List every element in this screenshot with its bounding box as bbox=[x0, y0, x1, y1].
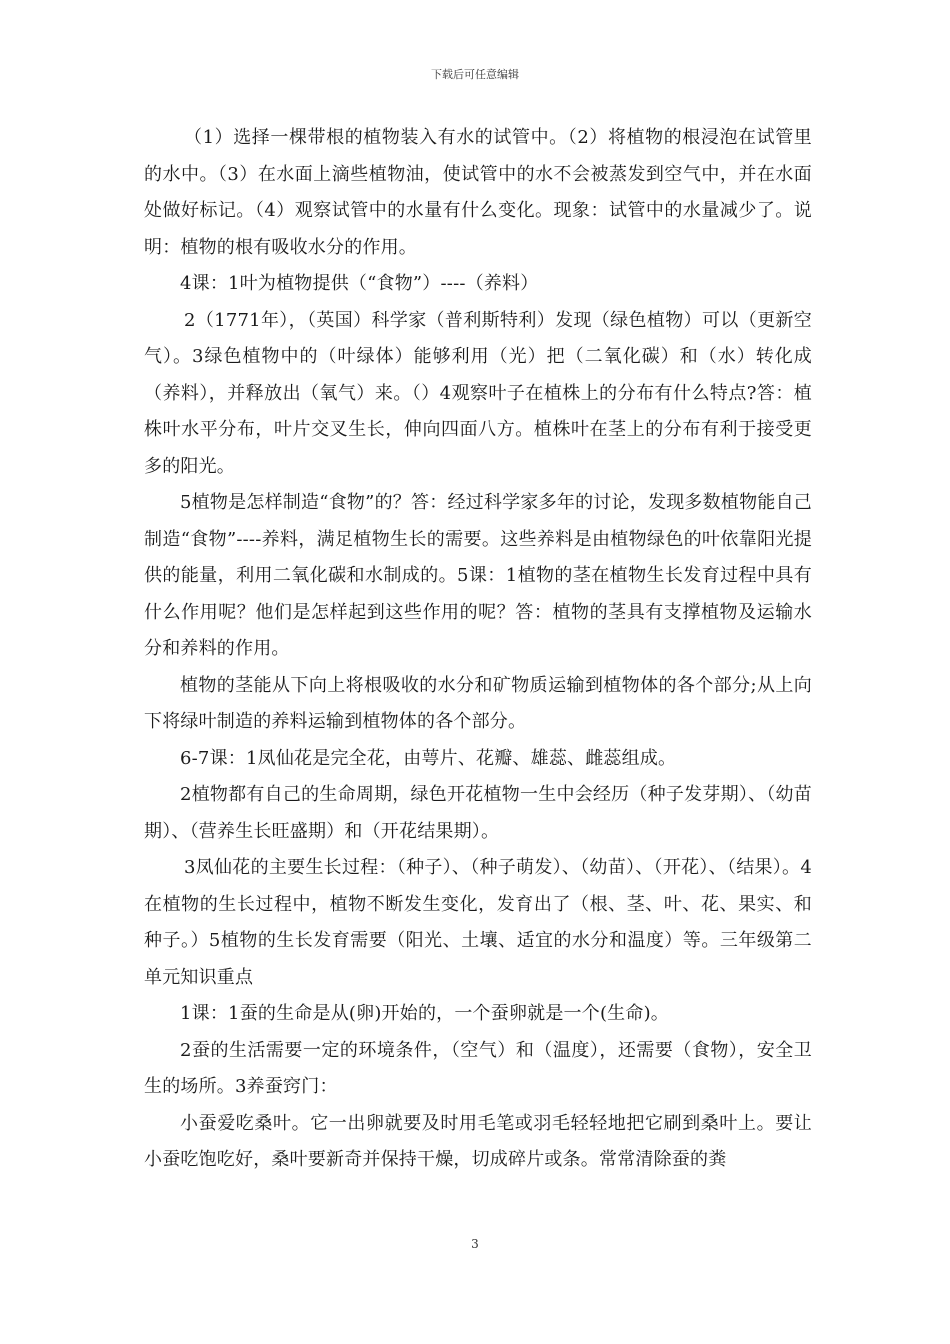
page-header: 下载后可任意编辑 bbox=[431, 68, 519, 81]
paragraph-stem-transport: 植物的茎能从下向上将根吸收的水分和矿物质运输到植物体的各个部分;从上向下将绿叶制造的养料运输到植物体的各个部分。 bbox=[144, 674, 812, 732]
paragraph-experiment: （1）选择一棵带根的植物装入有水的试管中。（2）将植物的根浸泡在试管里的水中。（3）在水面上滴些植物油，使试管中的水不会被蒸发到空气中，并在水面处做好标记。（4）观察试管中的水量有什么变化。现象：试管中的水量减少了。说明：植物的根有吸收水分的作用。 bbox=[144, 127, 812, 258]
paragraph-lesson-4-details: 2（1771年），（英国）科学家（普利斯特利）发现（绿色植物）可以（更新空气）。3绿色植物中的（叶绿体）能够利用（光）把（二氧化碳）和（水）转化成（养料），并释放出（氧气）来。（）4观察叶子在植株上的分布有什么特点?答：植株叶水平分布，叶片交叉生长，伸向四面八方。植株叶在茎上的分布有利于接受更多的阳光。 bbox=[144, 309, 812, 477]
paragraph-lesson-6-7: 6-7课：1凤仙花是完全花，由萼片、花瓣、雄蕊、雌蕊组成。 bbox=[180, 747, 677, 769]
paragraph-growth-process: 3凤仙花的主要生长过程：（种子）、（种子萌发）、（幼苗）、（开花）、（结果）。4在植物的生长过程中，植物不断发生变化，发育出了（根、茎、叶、花、果实、和种子。）5植物的生长发育需要（阳光、土壤、适宜的水分和温度）等。三年级第二单元知识重点 bbox=[144, 857, 812, 988]
paragraph-life-cycle: 2植物都有自己的生命周期，绿色开花植物一生中会经历（种子发芽期）、（幼苗期）、（营养生长旺盛期）和（开花结果期）。 bbox=[144, 784, 812, 842]
paragraph-silkworm-environment: 2蚕的生活需要一定的环境条件，（空气）和（温度），还需要（食物），安全卫生的场所。3养蚕窍门： bbox=[144, 1039, 812, 1097]
paragraph-lesson-5: 5植物是怎样制造“食物”的？答：经过科学家多年的讨论，发现多数植物能自己制造“食物”----养料，满足植物生长的需要。这些养料是由植物绿色的叶依靠阳光提供的能量，利用二氧化碳和水制成的。5课：1植物的茎在植物生长发育过程中具有什么作用呢？他们是怎样起到这些作用的呢？答：植物的茎具有支撑植物及运输水分和养料的作用。 bbox=[144, 492, 812, 659]
paragraph-silkworm-tips: 小蚕爱吃桑叶。它一出卵就要及时用毛笔或羽毛轻轻地把它刷到桑叶上。要让小蚕吃饱吃好，桑叶要新奇并保持干燥，切成碎片或条。常常清除蚕的粪 bbox=[144, 1112, 812, 1170]
page-number: 3 bbox=[471, 1237, 479, 1251]
paragraph-silkworm-lesson-1: 1课：1蚕的生命是从(卵)开始的，一个蚕卵就是一个(生命)。 bbox=[180, 1003, 669, 1024]
paragraph-lesson-4-intro: 4课：1叶为植物提供（“食物”）----（养料） bbox=[180, 273, 539, 294]
document-body bbox=[144, 120, 812, 1179]
